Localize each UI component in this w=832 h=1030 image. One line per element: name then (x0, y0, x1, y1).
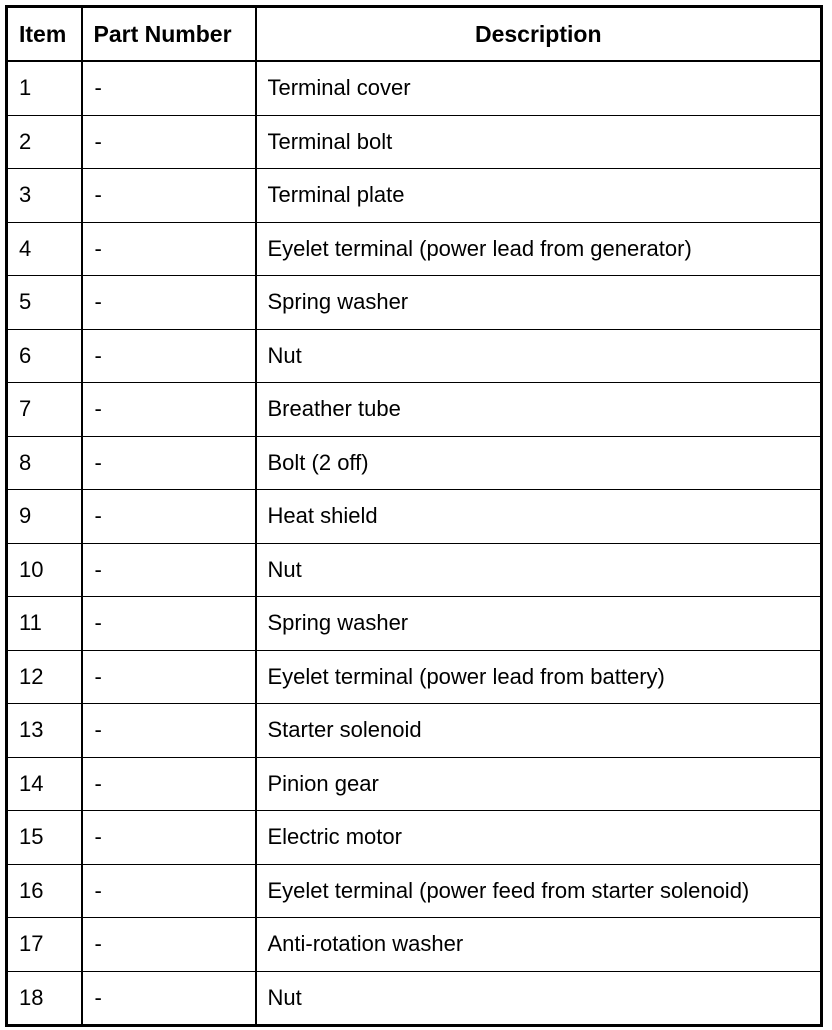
description-cell: Eyelet terminal (power feed from starter solenoid) (256, 864, 822, 918)
item-cell: 17 (7, 918, 82, 972)
description-cell: Spring washer (256, 597, 822, 651)
item-cell: 7 (7, 383, 82, 437)
item-cell: 13 (7, 704, 82, 758)
table-row (7, 115, 822, 169)
table-row (7, 222, 822, 276)
part-number-cell: - (82, 597, 256, 651)
item-cell: 8 (7, 436, 82, 490)
part-number-cell: - (82, 329, 256, 383)
column-header-description: Description (256, 7, 822, 62)
table-row (7, 811, 822, 865)
description-cell: Breather tube (256, 383, 822, 437)
table-row (7, 543, 822, 597)
description-cell: Terminal bolt (256, 115, 822, 169)
description-cell: Nut (256, 543, 822, 597)
item-cell: 10 (7, 543, 82, 597)
description-cell: Pinion gear (256, 757, 822, 811)
description-cell: Eyelet terminal (power lead from battery) (256, 650, 822, 704)
table-row (7, 918, 822, 972)
item-cell: 11 (7, 597, 82, 651)
table-row (7, 329, 822, 383)
table-header-row (7, 7, 822, 62)
table-row (7, 169, 822, 223)
item-cell: 1 (7, 61, 82, 115)
description-cell: Eyelet terminal (power lead from generator) (256, 222, 822, 276)
part-number-cell: - (82, 490, 256, 544)
item-cell: 3 (7, 169, 82, 223)
description-cell: Nut (256, 971, 822, 1026)
description-cell: Starter solenoid (256, 704, 822, 758)
item-cell: 16 (7, 864, 82, 918)
table-row (7, 650, 822, 704)
description-cell: Spring washer (256, 276, 822, 330)
description-cell: Terminal cover (256, 61, 822, 115)
table-row (7, 490, 822, 544)
item-cell: 5 (7, 276, 82, 330)
description-cell: Heat shield (256, 490, 822, 544)
table-row (7, 704, 822, 758)
part-number-cell: - (82, 757, 256, 811)
table-row (7, 383, 822, 437)
part-number-cell: - (82, 811, 256, 865)
part-number-cell: - (82, 115, 256, 169)
part-number-cell: - (82, 436, 256, 490)
description-cell: Nut (256, 329, 822, 383)
item-cell: 18 (7, 971, 82, 1026)
item-cell: 6 (7, 329, 82, 383)
item-cell: 15 (7, 811, 82, 865)
description-cell: Terminal plate (256, 169, 822, 223)
part-number-cell: - (82, 276, 256, 330)
part-number-cell: - (82, 650, 256, 704)
table-row (7, 597, 822, 651)
description-cell: Anti-rotation washer (256, 918, 822, 972)
item-cell: 14 (7, 757, 82, 811)
table-row (7, 864, 822, 918)
part-number-cell: - (82, 704, 256, 758)
part-number-cell: - (82, 864, 256, 918)
item-cell: 2 (7, 115, 82, 169)
table-body (7, 61, 822, 1026)
description-cell: Electric motor (256, 811, 822, 865)
part-number-cell: - (82, 383, 256, 437)
part-number-cell: - (82, 169, 256, 223)
part-number-cell: - (82, 918, 256, 972)
item-cell: 4 (7, 222, 82, 276)
item-cell: 9 (7, 490, 82, 544)
part-number-cell: - (82, 222, 256, 276)
table-row (7, 436, 822, 490)
table-row (7, 757, 822, 811)
parts-table (5, 5, 823, 1027)
column-header-item: Item (7, 7, 82, 62)
item-cell: 12 (7, 650, 82, 704)
part-number-cell: - (82, 61, 256, 115)
table-row (7, 971, 822, 1026)
description-cell: Bolt (2 off) (256, 436, 822, 490)
table-row (7, 276, 822, 330)
column-header-part-number: Part Number (82, 7, 256, 62)
part-number-cell: - (82, 971, 256, 1026)
table-row (7, 61, 822, 115)
part-number-cell: - (82, 543, 256, 597)
